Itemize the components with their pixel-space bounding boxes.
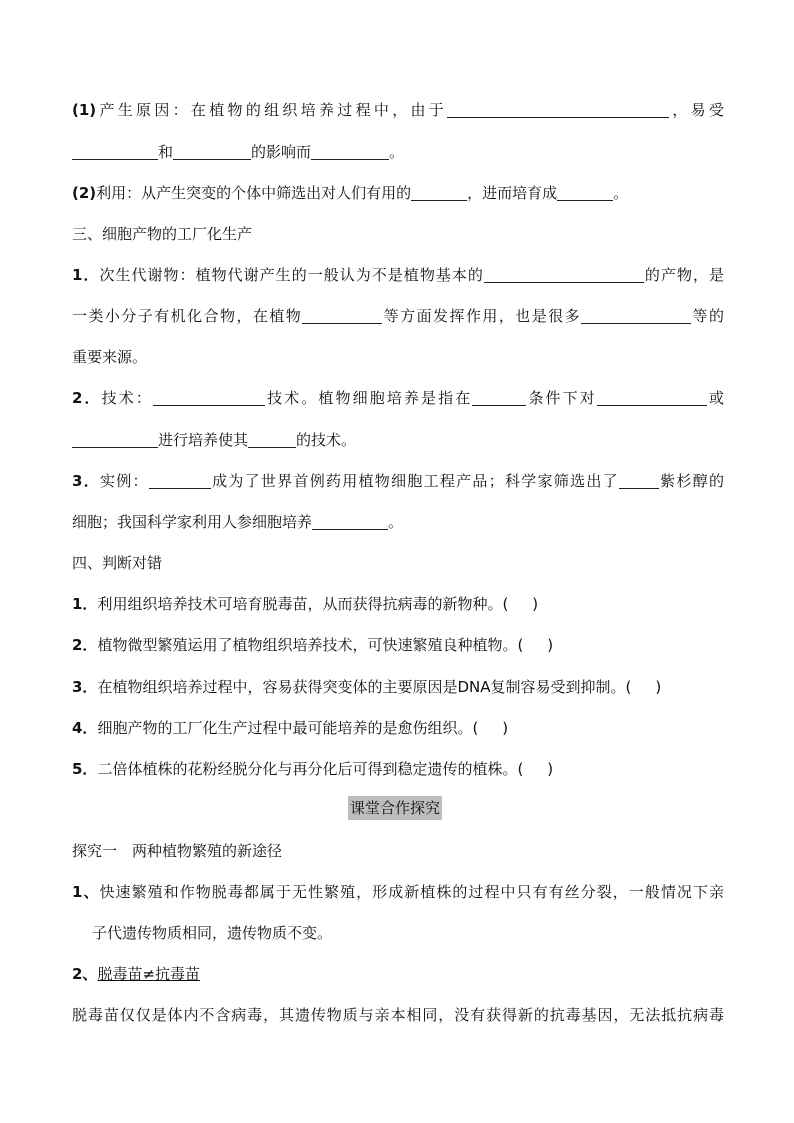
- answer-blank[interactable]: [447, 100, 669, 118]
- paragraph-mutation-use: (2)利用：从产生突变的个体中筛选出对人们有用的 ，进而培育成 。: [72, 184, 629, 202]
- item-number: (1): [72, 101, 97, 119]
- explore-title: 探究一 两种植物繁殖的新途径: [72, 842, 283, 860]
- answer-blank[interactable]: [149, 471, 211, 489]
- item-number: 2．: [72, 389, 102, 407]
- answer-blank[interactable]: [248, 430, 296, 448]
- paragraph-secondary-metabolites-cont: 一类小分子有机化合物，在植物 等方面发挥作用，也是很多 等的: [72, 307, 724, 325]
- paragraph-secondary-metabolites-end: 重要来源。: [72, 348, 148, 366]
- explore-point-2: 2、脱毒苗≠抗毒苗: [72, 965, 201, 983]
- judgment-item: 1．利用组织培养技术可培育脱毒苗，从而获得抗病毒的新物种。( ): [72, 595, 539, 613]
- answer-blank[interactable]: [619, 471, 659, 489]
- paragraph-examples-cont: 细胞；我国科学家利用人参细胞培养 。: [72, 513, 404, 531]
- paragraph-technique-cont: 进行培养使其 的技术。: [72, 428, 724, 452]
- answer-blank[interactable]: [581, 306, 691, 324]
- answer-blank[interactable]: [411, 183, 467, 201]
- explore-point-1: 1、快速繁殖和作物脱毒都属于无性繁殖，形成新植株的过程中只有有丝分裂，一般情况下亲: [72, 883, 724, 901]
- answer-blank[interactable]: [153, 388, 265, 406]
- paragraph-technique: 2．技术： 技术。植物细胞培养是指在 条件下对 或: [72, 389, 724, 407]
- answer-blank[interactable]: [302, 306, 382, 324]
- item-number: 3．: [72, 472, 100, 490]
- judgment-item: 3．在植物组织培养过程中，容易获得突变体的主要原因是DNA复制容易受到抑制。( ): [72, 678, 662, 696]
- answer-blank[interactable]: [597, 388, 707, 406]
- judgment-item: 2．植物微型繁殖运用了植物组织培养技术，可快速繁殖良种植物。( ): [72, 636, 554, 654]
- answer-blank[interactable]: [72, 430, 158, 448]
- paragraph-examples: 3．实例： 成为了世界首例药用植物细胞工程产品；科学家筛选出了 紫杉醇的: [72, 472, 724, 490]
- paragraph-mutation-cause-cont: 和 的影响而 。: [72, 140, 724, 164]
- answer-blank[interactable]: [312, 512, 388, 530]
- paragraph-mutation-cause: (1)产生原因：在植物的组织培养过程中，由于 ，易受: [72, 101, 724, 119]
- answer-blank[interactable]: [72, 142, 158, 160]
- answer-blank[interactable]: [484, 265, 644, 283]
- paragraph-secondary-metabolites: 1．次生代谢物：植物代谢产生的一般认为不是植物基本的 的产物，是: [72, 266, 724, 284]
- item-number: (2): [72, 184, 97, 202]
- judgment-item: 4．细胞产物的工厂化生产过程中最可能培养的是愈伤组织。( ): [72, 719, 509, 737]
- heading-section-3: 三、细胞产物的工厂化生产: [72, 225, 253, 243]
- explore-point-1-cont: 子代遗传物质相同，遗传物质不变。: [92, 924, 333, 942]
- judgment-item: 5．二倍体植株的花粉经脱分化与再分化后可得到稳定遗传的植株。( ): [72, 760, 554, 778]
- answer-blank[interactable]: [557, 183, 613, 201]
- answer-blank[interactable]: [311, 142, 389, 160]
- section-heading-classroom: 课堂合作探究: [348, 796, 442, 820]
- answer-blank[interactable]: [472, 388, 526, 406]
- heading-section-4: 四、判断对错: [72, 554, 163, 572]
- item-number: 1．: [72, 266, 100, 284]
- answer-blank[interactable]: [173, 142, 251, 160]
- explore-paragraph: 脱毒苗仅仅是体内不含病毒，其遗传物质与亲本相同，没有获得新的抗毒基因，无法抵抗病毒: [72, 1006, 724, 1024]
